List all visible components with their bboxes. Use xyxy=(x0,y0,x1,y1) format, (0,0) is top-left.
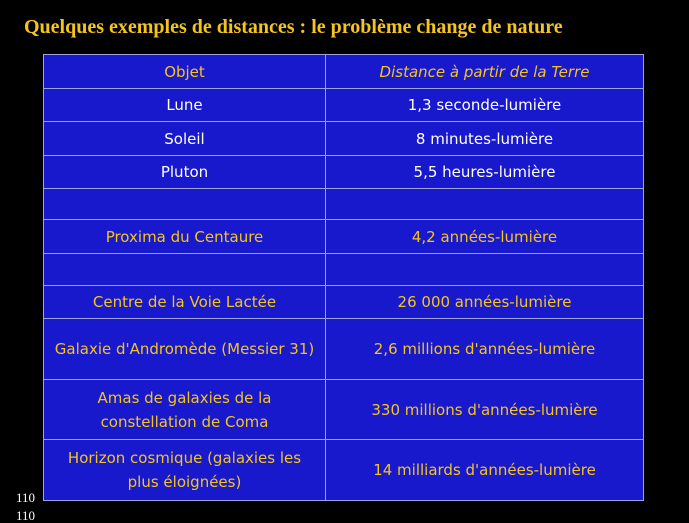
table-row xyxy=(44,286,644,319)
table-row xyxy=(44,156,644,189)
distance-cell: 14 milliards d'années-lumière xyxy=(326,440,644,501)
header-distance: Distance à partir de la Terre xyxy=(326,55,644,89)
distance-cell: 1,3 seconde-lumière xyxy=(326,89,644,122)
object-cell xyxy=(44,254,326,286)
table-row xyxy=(44,380,644,440)
object-cell: Centre de la Voie Lactée xyxy=(44,286,326,319)
table-row xyxy=(44,189,644,220)
table-row xyxy=(44,220,644,254)
object-cell: Lune xyxy=(44,89,326,122)
distance-cell xyxy=(326,254,644,286)
object-cell: Pluton xyxy=(44,156,326,189)
distance-cell: 8 minutes-lumière xyxy=(326,122,644,156)
table-row xyxy=(44,89,644,122)
object-cell: Proxima du Centaure xyxy=(44,220,326,254)
table-row xyxy=(44,254,644,286)
distance-cell xyxy=(326,189,644,220)
table-row xyxy=(44,440,644,501)
table-row xyxy=(44,319,644,380)
distance-cell: 26 000 années-lumière xyxy=(326,286,644,319)
object-cell: Galaxie d'Andromède (Messier 31) xyxy=(44,319,326,380)
object-cell: Amas de galaxies de la constellation de Coma xyxy=(44,380,326,440)
object-cell: Soleil xyxy=(44,122,326,156)
object-cell xyxy=(44,189,326,220)
distance-cell: 4,2 années-lumière xyxy=(326,220,644,254)
page-number: 110 xyxy=(16,508,36,523)
slide-title: Quelques exemples de distances : le problème change de nature xyxy=(24,16,563,38)
table-row xyxy=(44,122,644,156)
distance-cell: 5,5 heures-lumière xyxy=(326,156,644,189)
distance-cell: 2,6 millions d'années-lumière xyxy=(326,319,644,380)
table-header-row xyxy=(44,55,644,89)
distance-cell: 330 millions d'années-lumière xyxy=(326,380,644,440)
page-number: 110 xyxy=(16,490,36,505)
object-cell: Horizon cosmique (galaxies les plus éloignées) xyxy=(44,440,326,501)
header-object: Objet xyxy=(44,55,326,89)
distance-table xyxy=(43,54,644,501)
